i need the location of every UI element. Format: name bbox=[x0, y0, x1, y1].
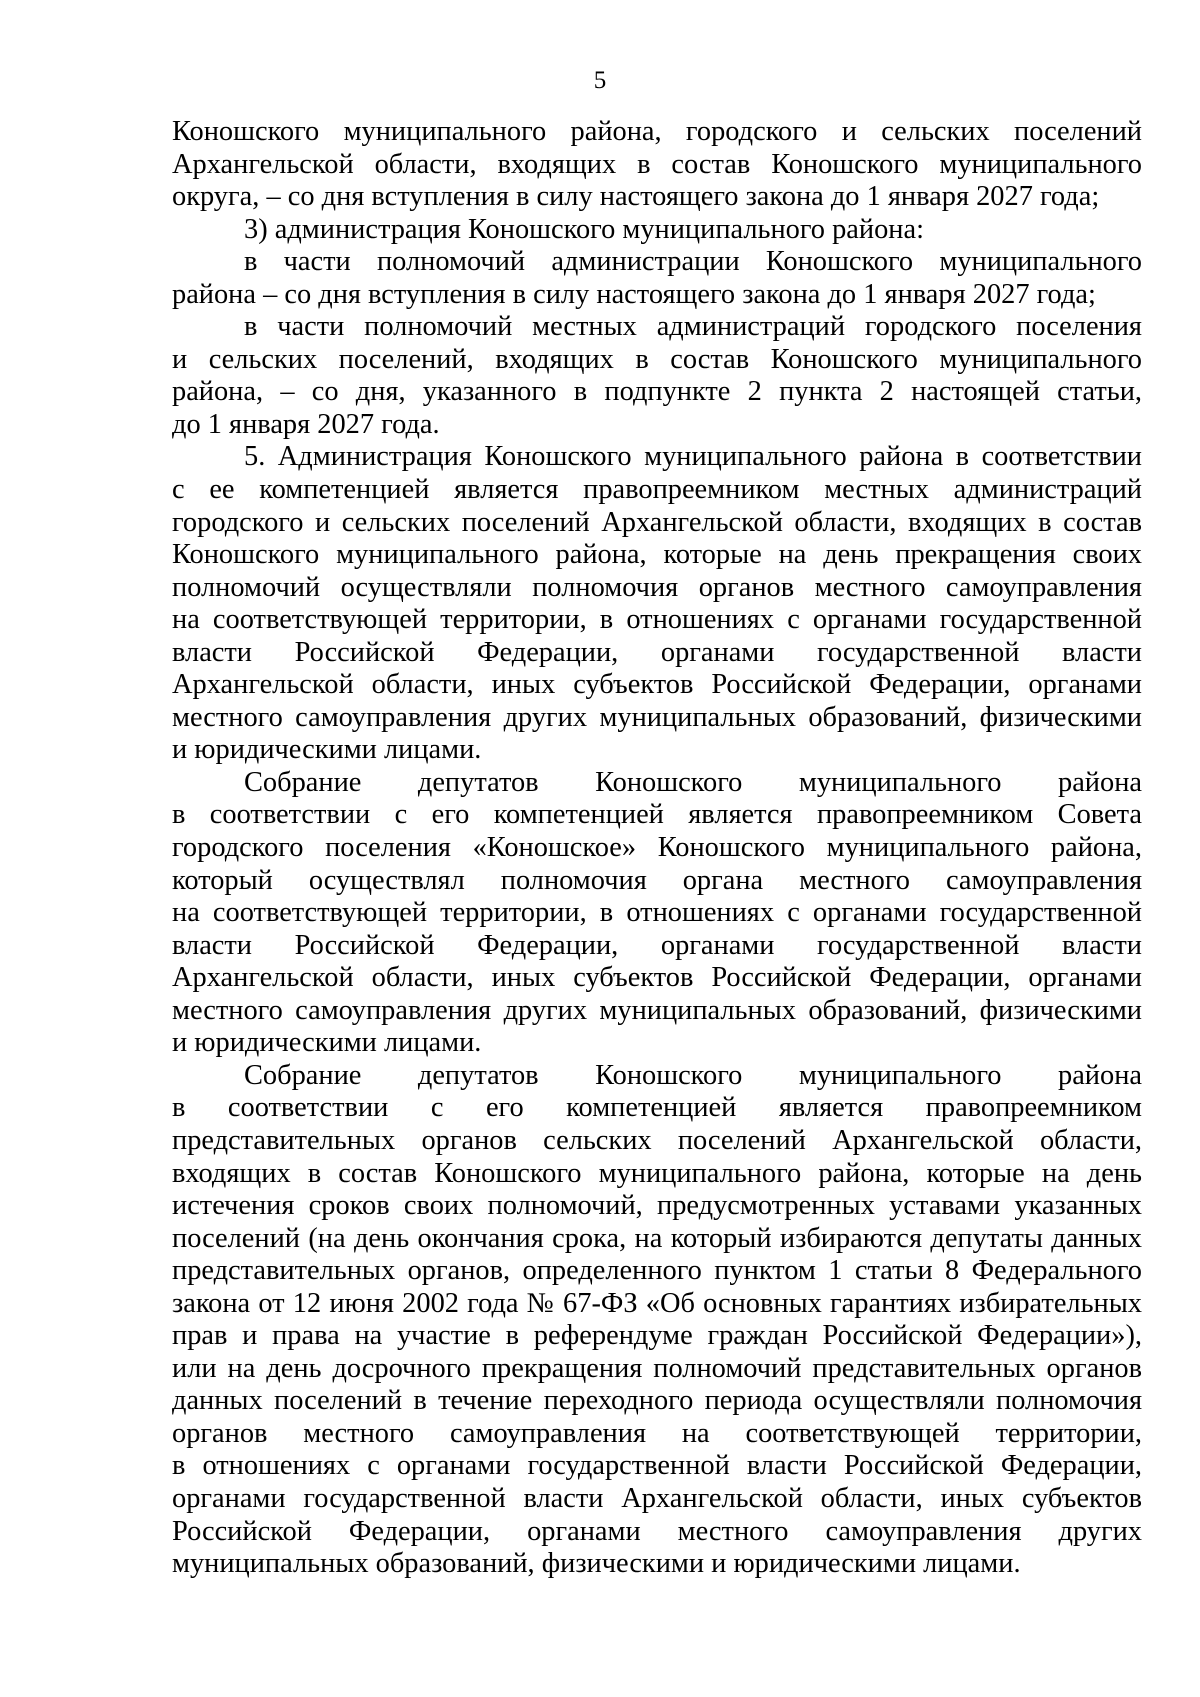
paragraph-p2 bbox=[172, 246, 1142, 311]
text-line: Коношского муниципального района, городского и сельских поселений bbox=[172, 116, 1142, 147]
paragraph-p4 bbox=[172, 441, 1142, 766]
text-line: поселений (на день окончания срока, на который избираются депутаты данных bbox=[172, 1222, 1142, 1254]
paragraph-p5 bbox=[172, 767, 1142, 1060]
text-line: Архангельской области, входящих в состав Коношского муниципального bbox=[172, 148, 1142, 180]
text-line: Собрание депутатов Коношского муниципального района bbox=[244, 766, 1142, 798]
page-number: 5 bbox=[593, 67, 607, 94]
text-line: на соответствующей территории, в отношениях с органами государственной bbox=[172, 604, 1142, 636]
text-line: органами государственной власти Архангельской области, иных субъектов bbox=[172, 1482, 1142, 1514]
text-line: до 1 января 2027 года. bbox=[172, 408, 440, 440]
text-line: Российской Федерации, органами местного самоуправления других bbox=[172, 1515, 1142, 1547]
text-line: Коношского муниципального района, которые на день прекращения своих bbox=[172, 539, 1142, 571]
text-line: и юридическими лицами. bbox=[172, 1027, 482, 1059]
text-line: 3) администрация Коношского муниципального района: bbox=[244, 213, 924, 245]
document-body bbox=[172, 116, 1142, 1581]
paragraph-p0 bbox=[172, 116, 1142, 214]
text-line: городского и сельских поселений Архангельской области, входящих в состав bbox=[172, 506, 1142, 538]
text-line: в части полномочий администрации Коношского муниципального bbox=[244, 246, 1142, 278]
text-line: Архангельской области, иных субъектов Российской Федерации, органами bbox=[172, 962, 1142, 994]
text-line: округа, – со дня вступления в силу настоящего закона до 1 января 2027 года; bbox=[172, 181, 1100, 213]
text-line: власти Российской Федерации, органами государственной власти bbox=[172, 929, 1142, 961]
text-line: в соответствии с его компетенцией является правопреемником bbox=[172, 1092, 1142, 1124]
text-line: с ее компетенцией является правопреемником местных администраций bbox=[172, 474, 1142, 506]
text-line: прав и права на участие в референдуме граждан Российской Федерации»), bbox=[172, 1320, 1142, 1352]
text-line: в отношениях с органами государственной власти Российской Федерации, bbox=[172, 1450, 1142, 1482]
text-line: полномочий осуществляли полномочия органов местного самоуправления bbox=[172, 571, 1142, 603]
text-line: района, – со дня, указанного в подпункте 2 пункта 2 настоящей статьи, bbox=[172, 376, 1142, 408]
text-line: истечения сроков своих полномочий, предусмотренных уставами указанных bbox=[172, 1190, 1142, 1222]
text-line: закона от 12 июня 2002 года № 67-ФЗ «Об основных гарантиях избирательных bbox=[172, 1287, 1142, 1319]
text-line: 5. Администрация Коношского муниципального района в соответствии bbox=[244, 441, 1142, 473]
text-line: Архангельской области, иных субъектов Российской Федерации, органами bbox=[172, 669, 1142, 701]
text-line: представительных органов, определенного пунктом 1 статьи 8 Федерального bbox=[172, 1255, 1142, 1287]
text-line: и сельских поселений, входящих в состав Коношского муниципального bbox=[172, 343, 1142, 375]
text-line: и юридическими лицами. bbox=[172, 734, 482, 766]
paragraph-p6 bbox=[172, 1060, 1142, 1581]
text-line: который осуществлял полномочия органа местного самоуправления bbox=[172, 864, 1142, 896]
text-line: в соответствии с его компетенцией является правопреемником Совета bbox=[172, 799, 1142, 831]
text-line: района – со дня вступления в силу настоящего закона до 1 января 2027 года; bbox=[172, 278, 1096, 310]
text-line: органов местного самоуправления на соответствующей территории, bbox=[172, 1417, 1142, 1449]
text-line: на соответствующей территории, в отношениях с органами государственной bbox=[172, 897, 1142, 929]
paragraph-p1 bbox=[172, 214, 1142, 247]
text-line: или на день досрочного прекращения полномочий представительных органов bbox=[172, 1352, 1142, 1384]
text-line: входящих в состав Коношского муниципального района, которые на день bbox=[172, 1157, 1142, 1189]
text-line: Собрание депутатов Коношского муниципального района bbox=[244, 1059, 1142, 1091]
paragraph-p3 bbox=[172, 311, 1142, 441]
text-line: власти Российской Федерации, органами государственной власти bbox=[172, 636, 1142, 668]
text-line: данных поселений в течение переходного периода осуществляли полномочия bbox=[172, 1385, 1142, 1417]
text-line: представительных органов сельских поселений Архангельской области, bbox=[172, 1124, 1142, 1156]
text-line: городского поселения «Коношское» Коношского муниципального района, bbox=[172, 832, 1142, 864]
text-line: местного самоуправления других муниципальных образований, физическими bbox=[172, 701, 1142, 733]
text-line: местного самоуправления других муниципальных образований, физическими bbox=[172, 994, 1142, 1026]
text-line: в части полномочий местных администраций городского поселения bbox=[244, 311, 1142, 343]
text-line: муниципальных образований, физическими и юридическими лицами. bbox=[172, 1548, 1021, 1580]
